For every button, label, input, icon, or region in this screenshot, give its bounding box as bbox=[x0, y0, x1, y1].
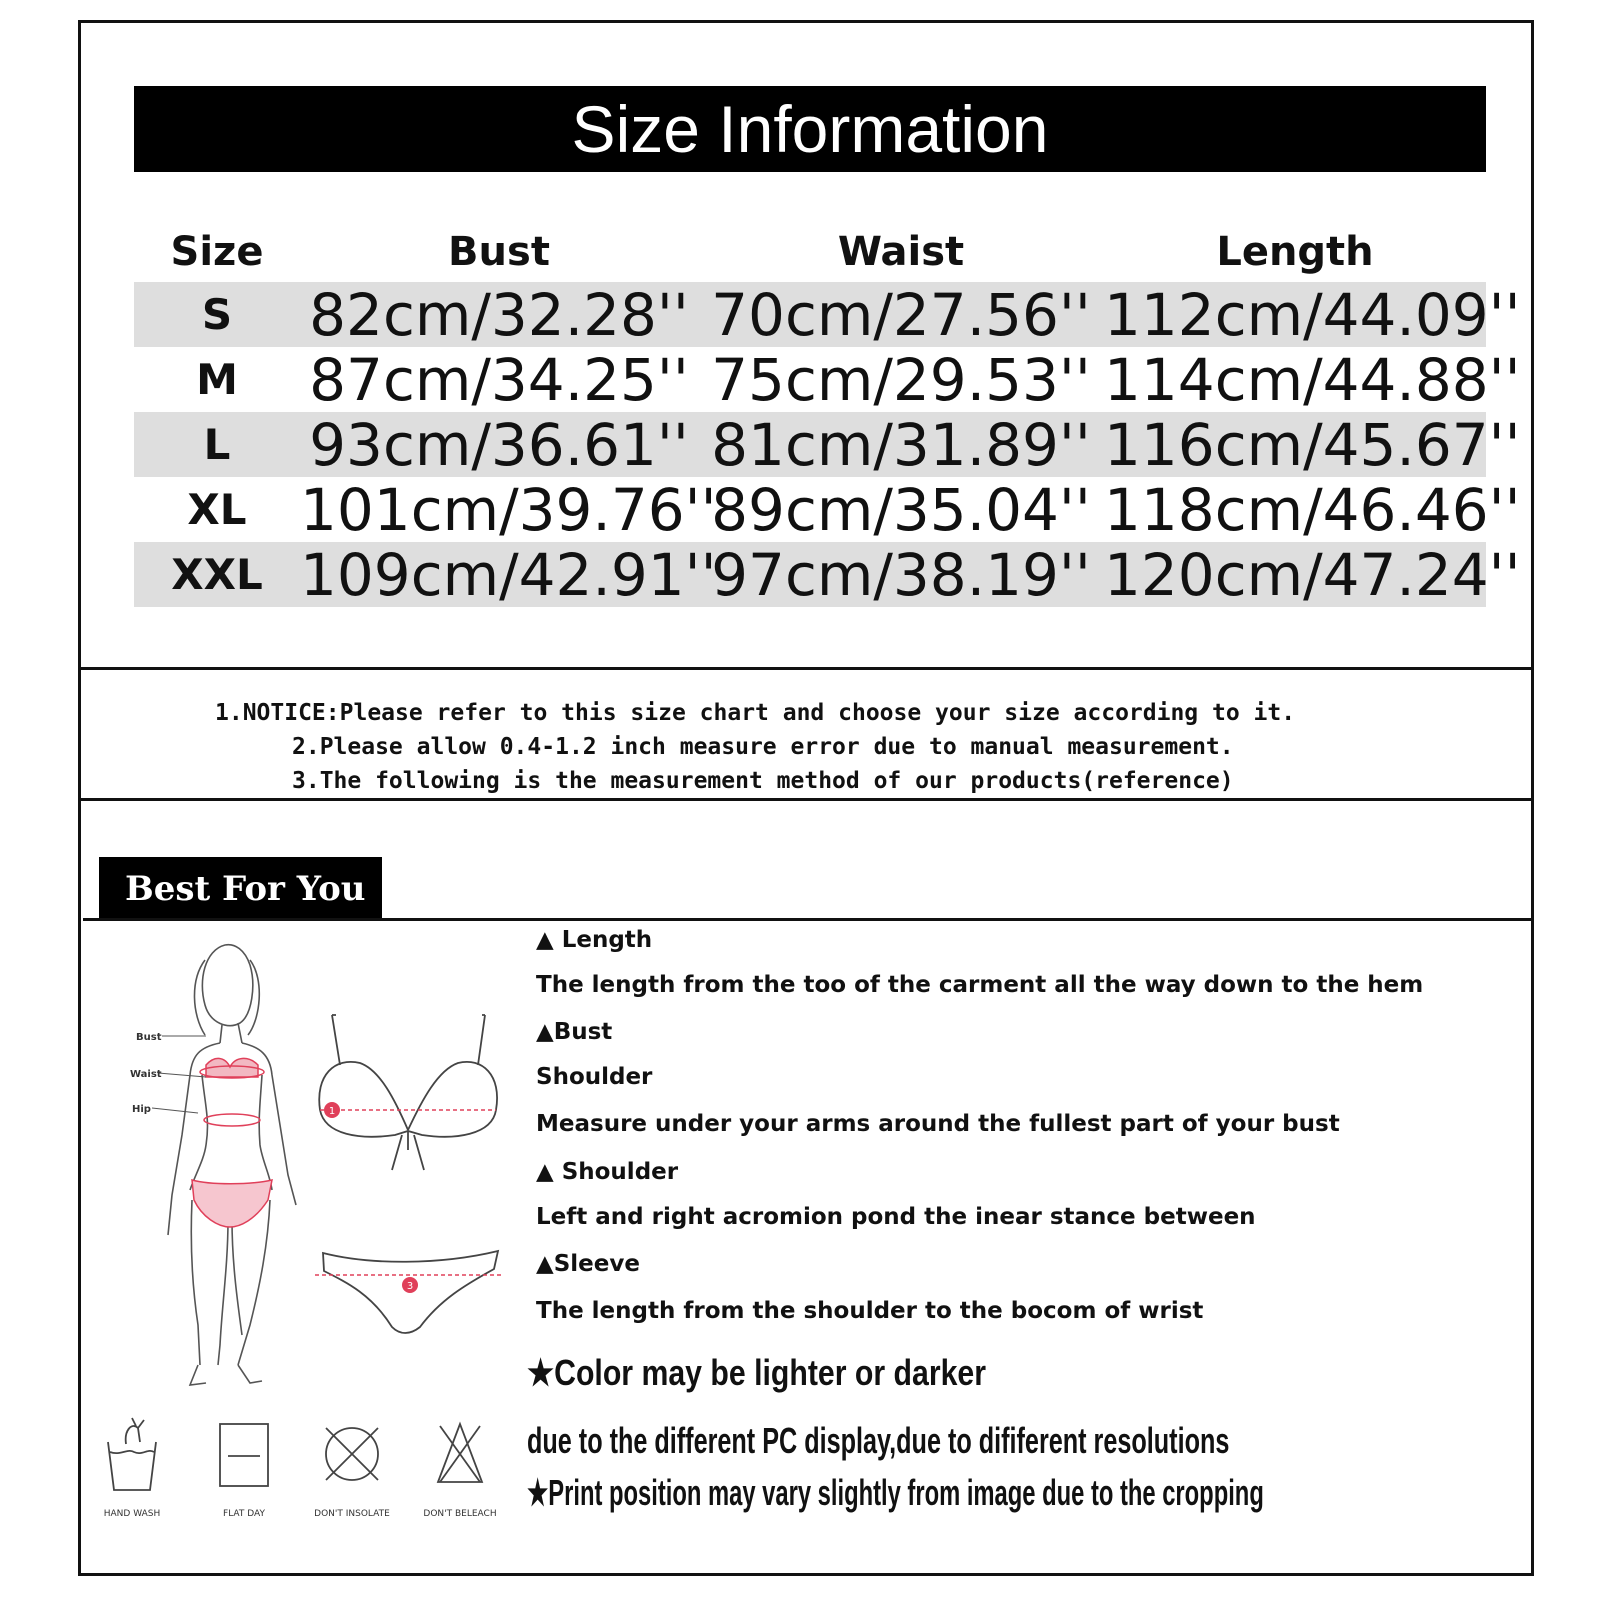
size-table-header bbox=[134, 222, 1486, 282]
cell-bust: 93cm/36.61'' bbox=[309, 410, 689, 479]
care-label-flat-dry: FLAT DAY bbox=[223, 1509, 265, 1519]
guide-length-heading: ▲ Length bbox=[536, 927, 653, 953]
table-row bbox=[134, 475, 1521, 544]
cell-length: 112cm/44.09'' bbox=[1104, 280, 1521, 349]
disclaimer-color: ★Color may be lighter or darker bbox=[527, 1352, 986, 1393]
cell-bust: 87cm/34.25'' bbox=[309, 345, 689, 414]
header-length: Length bbox=[1216, 229, 1374, 275]
cell-size: M bbox=[196, 355, 238, 404]
best-for-you-rule bbox=[83, 918, 1533, 921]
notice-2: 2.Please allow 0.4-1.2 inch measure error due to manual measurement. bbox=[292, 734, 1234, 760]
cell-bust: 101cm/39.76'' bbox=[300, 475, 717, 544]
size-table bbox=[134, 222, 1521, 609]
cell-length: 118cm/46.46'' bbox=[1104, 475, 1521, 544]
flat-dry-icon bbox=[220, 1424, 268, 1486]
notice-3: 3.The following is the measurement method of our products(reference) bbox=[292, 768, 1234, 794]
guide-shoulder-heading: ▲ Shoulder bbox=[536, 1159, 679, 1185]
best-for-you-tab: Best For You bbox=[99, 857, 382, 920]
marker-bottom: 3 bbox=[406, 1281, 414, 1292]
header-bust: Bust bbox=[448, 229, 550, 275]
cell-size: XL bbox=[187, 485, 247, 534]
table-row bbox=[134, 410, 1521, 479]
do-not-bleach-icon bbox=[438, 1424, 482, 1482]
cell-waist: 89cm/35.04'' bbox=[711, 475, 1091, 544]
cell-waist: 75cm/29.53'' bbox=[711, 345, 1091, 414]
disclaimer-display: due to the different PC display,due to dififerent resolutions bbox=[527, 1420, 1230, 1461]
care-label-hand-wash: HAND WASH bbox=[103, 1509, 161, 1519]
do-not-insolate-icon bbox=[326, 1428, 378, 1480]
cell-bust: 109cm/42.91'' bbox=[300, 540, 717, 609]
label-bust: Bust bbox=[136, 1032, 162, 1043]
guide-shoulder-text: Left and right acromion pond the inear stance between bbox=[536, 1204, 1256, 1230]
size-information-title: Size Information bbox=[134, 86, 1486, 172]
table-row bbox=[134, 280, 1521, 349]
table-row bbox=[134, 345, 1521, 414]
care-label-do-not-insolate: DON'T INSOLATE bbox=[314, 1509, 390, 1519]
cell-waist: 97cm/38.19'' bbox=[711, 540, 1091, 609]
guide-sleeve-heading: ▲Sleeve bbox=[536, 1251, 640, 1277]
cell-length: 114cm/44.88'' bbox=[1104, 345, 1521, 414]
cell-bust: 82cm/32.28'' bbox=[309, 280, 689, 349]
guide-shoulder-word: Shoulder bbox=[536, 1064, 653, 1090]
care-icons bbox=[98, 1412, 518, 1522]
guide-sleeve-text: The length from the shoulder to the bocom of wrist bbox=[536, 1298, 1204, 1324]
notice-1: 1.NOTICE:Please refer to this size chart and choose your size according to it. bbox=[215, 700, 1296, 726]
section-divider-bottom bbox=[78, 798, 1534, 801]
section-divider-top bbox=[78, 667, 1534, 670]
cell-size: S bbox=[201, 290, 233, 339]
bikini-top-diagram bbox=[319, 1015, 497, 1170]
header-size: Size bbox=[170, 229, 264, 275]
notice-list bbox=[78, 696, 1534, 798]
guide-length-text: The length from the too of the carment all the way down to the hem bbox=[536, 972, 1424, 998]
care-label-do-not-bleach: DON'T BELEACH bbox=[423, 1509, 497, 1519]
guide-bust-text: Measure under your arms around the fullest part of your bust bbox=[536, 1111, 1340, 1137]
label-waist: Waist bbox=[130, 1069, 162, 1080]
cell-length: 120cm/47.24'' bbox=[1104, 540, 1521, 609]
disclaimer-print: ★Print position may vary slightly from image due to the cropping bbox=[527, 1472, 1264, 1513]
hand-wash-icon bbox=[108, 1418, 156, 1490]
table-row bbox=[134, 540, 1521, 609]
header-waist: Waist bbox=[837, 229, 965, 275]
cell-size: L bbox=[203, 420, 231, 469]
cell-waist: 81cm/31.89'' bbox=[711, 410, 1091, 479]
guide-bust-heading: ▲Bust bbox=[536, 1019, 613, 1045]
cell-waist: 70cm/27.56'' bbox=[711, 280, 1091, 349]
measurement-illustration bbox=[110, 935, 520, 1405]
cell-length: 116cm/45.67'' bbox=[1104, 410, 1521, 479]
marker-top: 1 bbox=[328, 1106, 336, 1117]
label-hip: Hip bbox=[132, 1104, 151, 1115]
cell-size: XXL bbox=[171, 550, 263, 599]
